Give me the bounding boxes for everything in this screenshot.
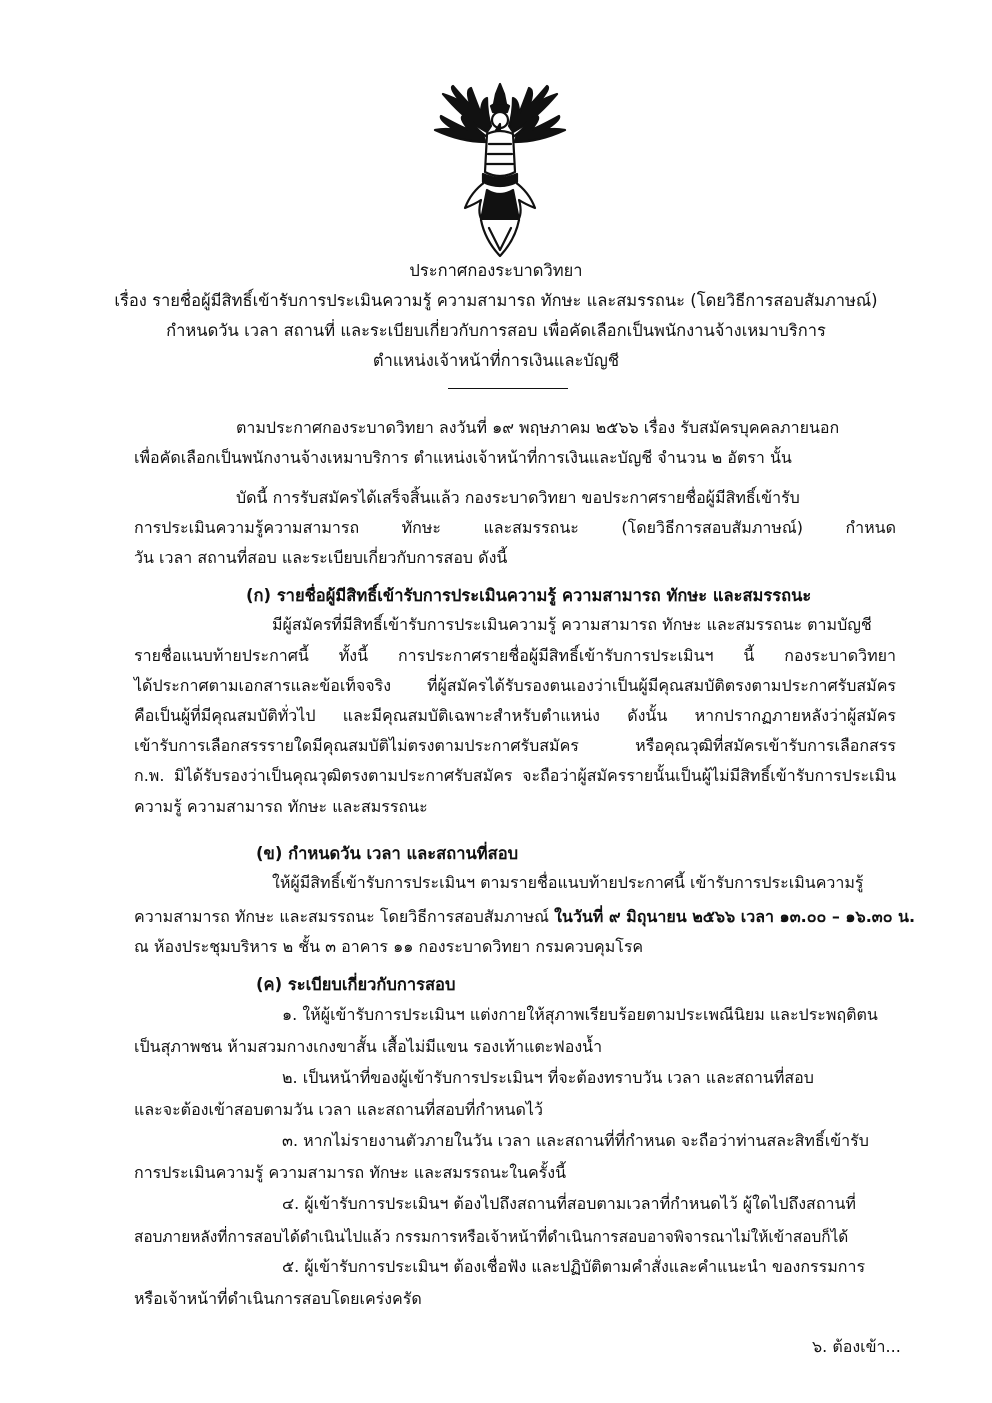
announcement-subject: เรื่อง รายชื่อผู้มีสิทธิ์เข้ารับการประเมินความรู้ ความสามารถ ทักษะ และสมรรถนะ (โดยวิธีการสอบสัมภาษณ์) bbox=[114, 291, 878, 310]
section-a-line: เข้ารับการเลือกสรรรายใดมีคุณสมบัติไม่ตรงตามประกาศรับสมัคร หรือคุณวุฒิที่สมัครเข้ารับการเลือกสรร bbox=[134, 736, 896, 755]
rule-item: ๑. ให้ผู้เข้ารับการประเมินฯ แต่งกายให้สุภาพเรียบร้อยตามประเพณีนิยม และประพฤติตน bbox=[282, 1005, 878, 1024]
header-divider bbox=[448, 388, 568, 389]
section-a-heading: (ก) รายชื่อผู้มีสิทธิ์เข้ารับการประเมินความรู้ ความสามารถ ทักษะ และสมรรถนะ bbox=[246, 586, 812, 605]
section-a-line: ความรู้ ความสามารถ ทักษะ และสมรรถนะ bbox=[134, 797, 428, 816]
rule-item: ๕. ผู้เข้ารับการประเมินฯ ต้องเชื่อฟัง และปฏิบัติตามคำสั่งและคำแนะนำ ของกรรมการ bbox=[282, 1257, 866, 1276]
rule-item: ๔. ผู้เข้ารับการประเมินฯ ต้องไปถึงสถานที่สอบตามเวลาที่กำหนดไว้ ผู้ใดไปถึงสถานที่ bbox=[282, 1194, 856, 1213]
announcement-subject-line3: ตำแหน่งเจ้าหน้าที่การเงินและบัญชี bbox=[372, 351, 620, 370]
section-b-venue: ณ ห้องประชุมบริหาร ๒ ชั้น ๓ อาคาร ๑๑ กองระบาดวิทยา กรมควบคุมโรค bbox=[134, 937, 644, 956]
rule-item-cont: เป็นสุภาพชน ห้ามสวมกางเกงขาสั้น เสื้อไม่มีแขน รองเท้าแตะฟองน้ำ bbox=[134, 1037, 603, 1056]
announcement-subject-line2: กำหนดวัน เวลา สถานที่ และระเบียบเกี่ยวกับการสอบ เพื่อคัดเลือกเป็นพนักงานจ้างเหมาบริการ bbox=[166, 321, 826, 340]
rule-item: ๒. เป็นหน้าที่ของผู้เข้ารับการประเมินฯ ที่จะต้องทราบวัน เวลา และสถานที่สอบ bbox=[282, 1068, 814, 1087]
rule-item: ๓. หากไม่รายงานตัวภายในวัน เวลา และสถานที่ที่กำหนด จะถือว่าท่านสละสิทธิ์เข้ารับ bbox=[282, 1131, 869, 1150]
section-a-line: คือเป็นผู้ที่มีคุณสมบัติทั่วไป และมีคุณสมบัติเฉพาะสำหรับตำแหน่ง ดังนั้น หากปรากฏภายหลังว่าผู้สมัคร bbox=[134, 706, 896, 725]
section-a-line: มีผู้สมัครที่มีสิทธิ์เข้ารับการประเมินความรู้ ความสามารถ ทักษะ และสมรรถนะ ตามบัญชี bbox=[272, 615, 872, 634]
intro-paragraph-1-cont: เพื่อคัดเลือกเป็นพนักงานจ้างเหมาบริการ ตำแหน่งเจ้าหน้าที่การเงินและบัญชี จำนวน ๒ อัตรา นั้น bbox=[134, 448, 792, 467]
rule-item-cont: และจะต้องเข้าสอบตามวัน เวลา และสถานที่สอบที่กำหนดไว้ bbox=[134, 1100, 543, 1119]
garuda-emblem bbox=[425, 80, 575, 258]
section-b-heading: (ข) กำหนดวัน เวลา และสถานที่สอบ bbox=[256, 844, 519, 863]
announcement-title: ประกาศกองระบาดวิทยา bbox=[409, 261, 583, 280]
section-b-text: ความสามารถ ทักษะ และสมรรถนะ โดยวิธีการสอบสัมภาษณ์ bbox=[134, 907, 555, 926]
intro-paragraph-2-end: วัน เวลา สถานที่สอบ และระเบียบเกี่ยวกับการสอบ ดังนี้ bbox=[134, 548, 508, 567]
rule-item-cont: การประเมินความรู้ ความสามารถ ทักษะ และสมรรถนะในครั้งนี้ bbox=[134, 1163, 567, 1182]
section-b-line: ให้ผู้มีสิทธิ์เข้ารับการประเมินฯ ตามรายชื่อแนบท้ายประกาศนี้ เข้ารับการประเมินความรู้ bbox=[272, 873, 864, 892]
page-continuation: ๖. ต้องเข้า... bbox=[812, 1337, 901, 1356]
section-b-line-2 bbox=[134, 905, 915, 930]
section-a-line: ก.พ. มิได้รับรองว่าเป็นคุณวุฒิตรงตามประกาศรับสมัคร จะถือว่าผู้สมัครรายนั้นเป็นผู้ไม่มีสิทธิ์เข้ารับการประเมิน bbox=[134, 766, 896, 785]
intro-paragraph-1: ตามประกาศกองระบาดวิทยา ลงวันที่ ๑๙ พฤษภาคม ๒๕๖๖ เรื่อง รับสมัครบุคคลภายนอก bbox=[236, 418, 840, 437]
rule-item-cont: สอบภายหลังที่การสอบได้ดำเนินไปแล้ว กรรมการหรือเจ้าหน้าที่ดำเนินการสอบอาจพิจารณาไม่ให้เข้าสอบก็ได้ bbox=[134, 1228, 849, 1246]
exam-date-time: ในวันที่ ๙ มิถุนายน ๒๕๖๖ เวลา ๑๓.๐๐ – ๑๖.๓๐ น. bbox=[554, 907, 916, 926]
rule-item-cont: หรือเจ้าหน้าที่ดำเนินการสอบโดยเคร่งครัด bbox=[134, 1289, 422, 1308]
section-a-line: รายชื่อแนบท้ายประกาศนี้ ทั้งนี้ การประกาศรายชื่อผู้มีสิทธิ์เข้ารับการประเมินฯ นี้ กองระบาดวิทยา bbox=[134, 646, 896, 665]
section-c-heading: (ค) ระเบียบเกี่ยวกับการสอบ bbox=[256, 975, 456, 994]
intro-paragraph-2-cont: การประเมินความรู้ความสามารถ ทักษะ และสมรรถนะ (โดยวิธีการสอบสัมภาษณ์) กำหนด bbox=[134, 518, 896, 537]
intro-paragraph-2: บัดนี้ การรับสมัครได้เสร็จสิ้นแล้ว กองระบาดวิทยา ขอประกาศรายชื่อผู้มีสิทธิ์เข้ารับ bbox=[236, 488, 800, 507]
section-a-line: ได้ประกาศตามเอกสารและข้อเท็จจริง ที่ผู้สมัครได้รับรองตนเองว่าเป็นผู้มีคุณสมบัติตรงตามประกาศรับสมัคร bbox=[134, 676, 896, 695]
